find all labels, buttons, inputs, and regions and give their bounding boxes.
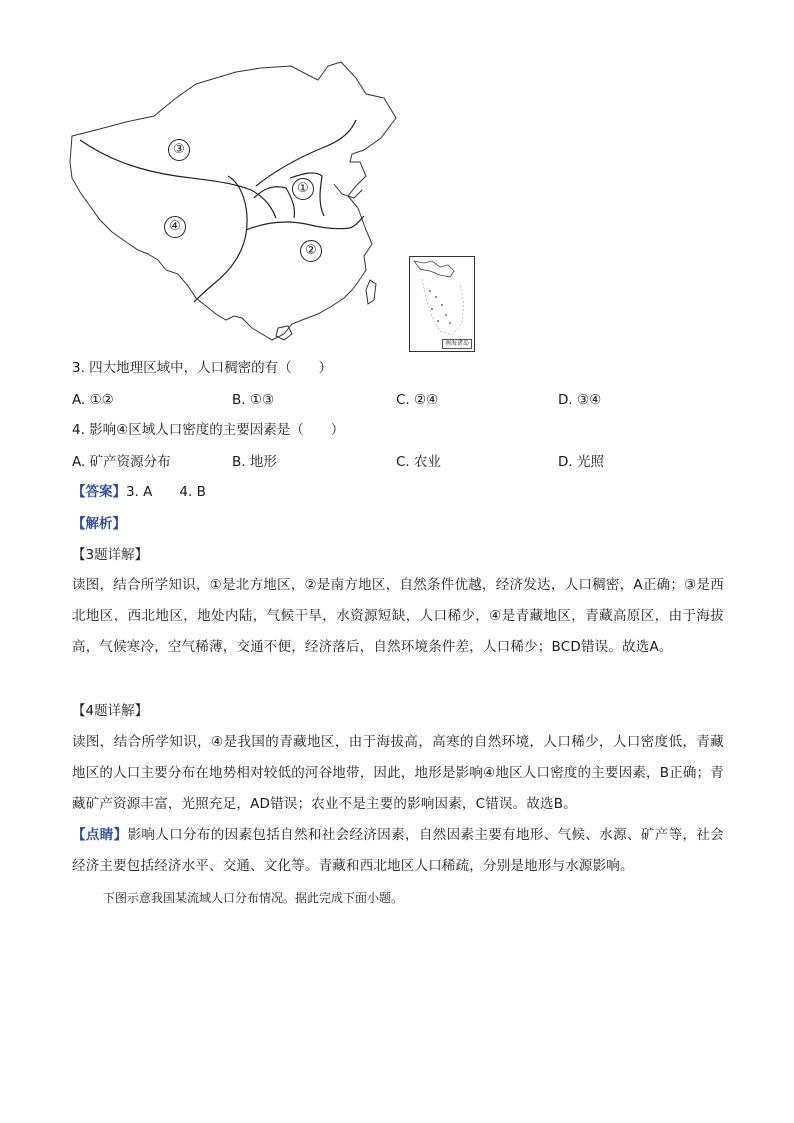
- next-section-intro: 下图示意我国某流域人口分布情况。据此完成下面小题。: [103, 891, 404, 905]
- question-4-stem: 4. 影响④区域人口密度的主要因素是（ ）: [72, 422, 345, 438]
- q3-option-b: B. ①③: [232, 392, 275, 408]
- detail-4-body: 读图，结合所学知识，④是我国的青藏地区，由于海拔高，高寒的自然环境，人口稀少，人口密度低，青藏地区的人口主要分布在地势相对较低的河谷地带，因此，地形是影响④地区人口密度的主要因素，B正确；青藏矿产资源丰富，光照充足，AD错误；农业不是主要的影响因素，C错误。故选B。: [72, 734, 724, 812]
- region-label-2: ②: [300, 240, 322, 262]
- q4-option-d: D. 光照: [558, 454, 604, 470]
- q3-option-d: D. ③④: [558, 392, 602, 408]
- q4-option-a: A. 矿产资源分布: [72, 454, 171, 470]
- region-label-3: ③: [168, 139, 190, 161]
- hainan-island: [276, 326, 292, 340]
- q4-option-b: B. 地形: [232, 454, 277, 470]
- boundary-north: [256, 120, 356, 186]
- detail-4-title: 【4题详解】: [72, 703, 149, 719]
- answer-line: [72, 483, 206, 501]
- inset-label: 南海诸岛: [442, 339, 472, 349]
- boundary-qinling-huaihe: [246, 216, 364, 230]
- q3-option-c: C. ②④: [396, 392, 439, 408]
- inset-map: [410, 257, 474, 351]
- coast-detail: [334, 184, 362, 198]
- q3-option-a: A. ①②: [72, 392, 114, 408]
- tip-tag: 【点睛】: [72, 827, 128, 843]
- tip-paragraph: [72, 820, 724, 882]
- region-label-4: ④: [164, 216, 186, 238]
- answer-tag: 【答案】: [72, 484, 126, 500]
- taiwan-island: [366, 280, 376, 304]
- q4-option-c: C. 农业: [396, 454, 442, 470]
- country-border: [70, 62, 396, 340]
- region-label-1: ①: [292, 178, 314, 200]
- analysis-tag: 【解析】: [72, 516, 126, 532]
- tip-body: 影响人口分布的因素包括自然和社会经济因素，自然因素主要有地形、气候、水源、矿产等，社会经济主要包括经济水平、交通、文化等。青藏和西北地区人口稀疏，分别是地形与水源影响。: [72, 827, 724, 874]
- answer-text: 3. A 4. B: [126, 484, 206, 500]
- question-3-stem: 3. 四大地理区域中，人口稠密的有（ ）: [72, 360, 333, 376]
- detail-3-title: 【3题详解】: [72, 547, 149, 563]
- south-china-sea-inset: [409, 256, 475, 352]
- boundary-tibet: [194, 176, 247, 302]
- detail-3-body: 读图，结合所学知识，①是北方地区，②是南方地区，自然条件优越，经济发达，人口稠密，A正确；③是西北地区，西北地区，地处内陆，气候干旱，水资源短缺，人口稀少，④是青藏地区，青藏高原区，由于海拔高，气候寒冷，空气稀薄，交通不便，经济落后，自然环境条件差，人口稀少；BCD错误。故选A。: [72, 577, 724, 655]
